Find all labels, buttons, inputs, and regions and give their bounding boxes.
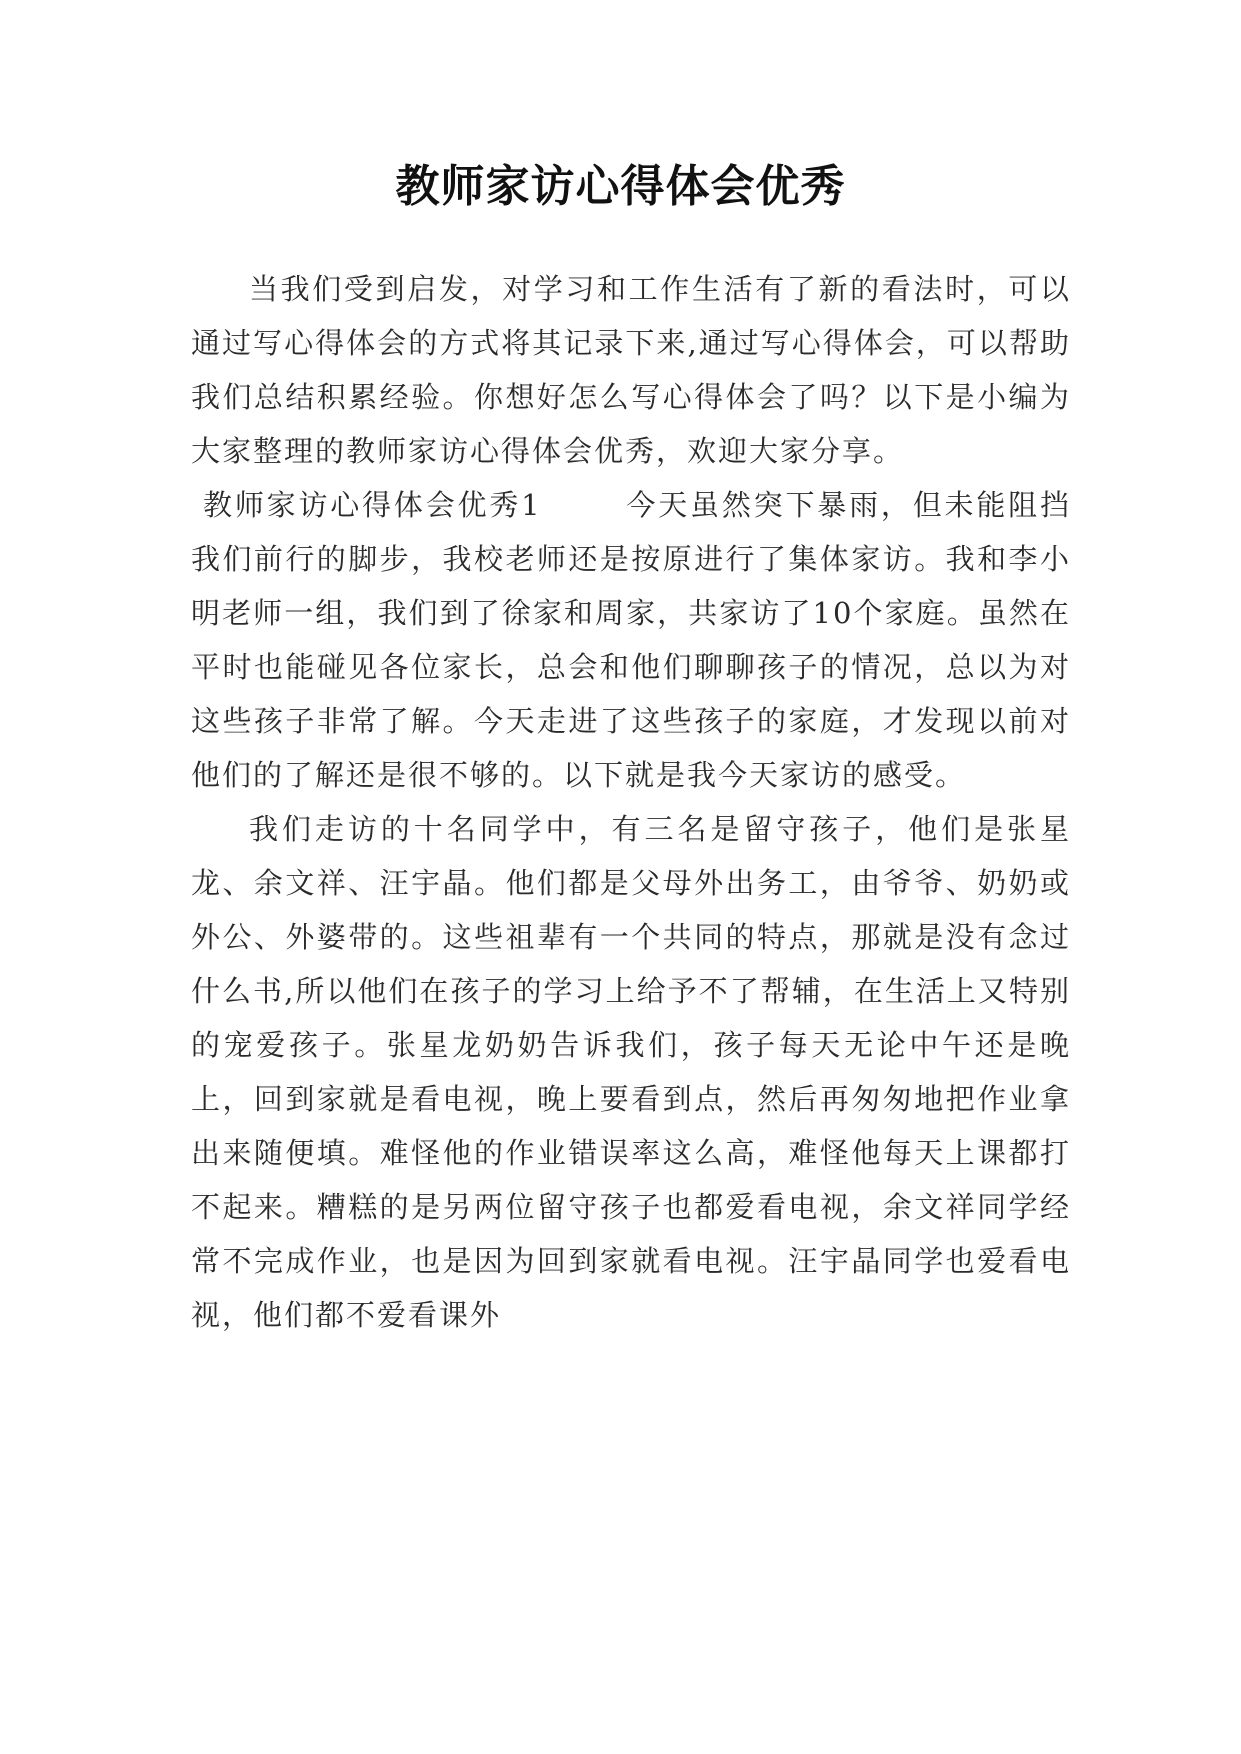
document-body: [191, 262, 1071, 1342]
intro-paragraph: 当我们受到启发，对学习和工作生活有了新的看法时，可以通过写心得体会的方式将其记录下来,通过写心得体会，可以帮助我们总结积累经验。你想好怎么写心得体会了吗？以下是小编为大家整理的教师家访心得体会优秀，欢迎大家分享。: [191, 272, 1071, 468]
document-title: 教师家访心得体会优秀: [395, 161, 846, 212]
section-1-first-paragraph-text: 今天虽然突下暴雨，但未能阻挡我们前行的脚步，我校老师还是按原进行了集体家访。我和李小明老师一组，我们到了徐家和周家，共家访了10个家庭。虽然在平时也能碰见各位家长，总会和他们聊聊孩子的情况，总以为对这些孩子非常了解。今天走进了这些孩子的家庭，才发现以前对他们的了解还是很不够的。以下就是我今天家访的感受。: [191, 488, 1071, 792]
section-1-first-paragraph: [191, 478, 1071, 802]
section-1-heading: 教师家访心得体会优秀1: [203, 488, 542, 522]
section-1-second-paragraph: 我们走访的十名同学中，有三名是留守孩子，他们是张星龙、余文祥、汪宇晶。他们都是父母外出务工，由爷爷、奶奶或外公、外婆带的。这些祖辈有一个共同的特点，那就是没有念过什么书,所以他们在孩子的学习上给予不了帮辅，在生活上又特别的宠爱孩子。张星龙奶奶告诉我们，孩子每天无论中午还是晚上，回到家就是看电视，晚上要看到点，然后再匆匆地把作业拿出来随便填。难怪他的作业错误率这么高，难怪他每天上课都打不起来。糟糕的是另两位留守孩子也都爱看电视，余文祥同学经常不完成作业，也是因为回到家就看电视。汪宇晶同学也爱看电视，他们都不爱看课外: [191, 812, 1071, 1332]
